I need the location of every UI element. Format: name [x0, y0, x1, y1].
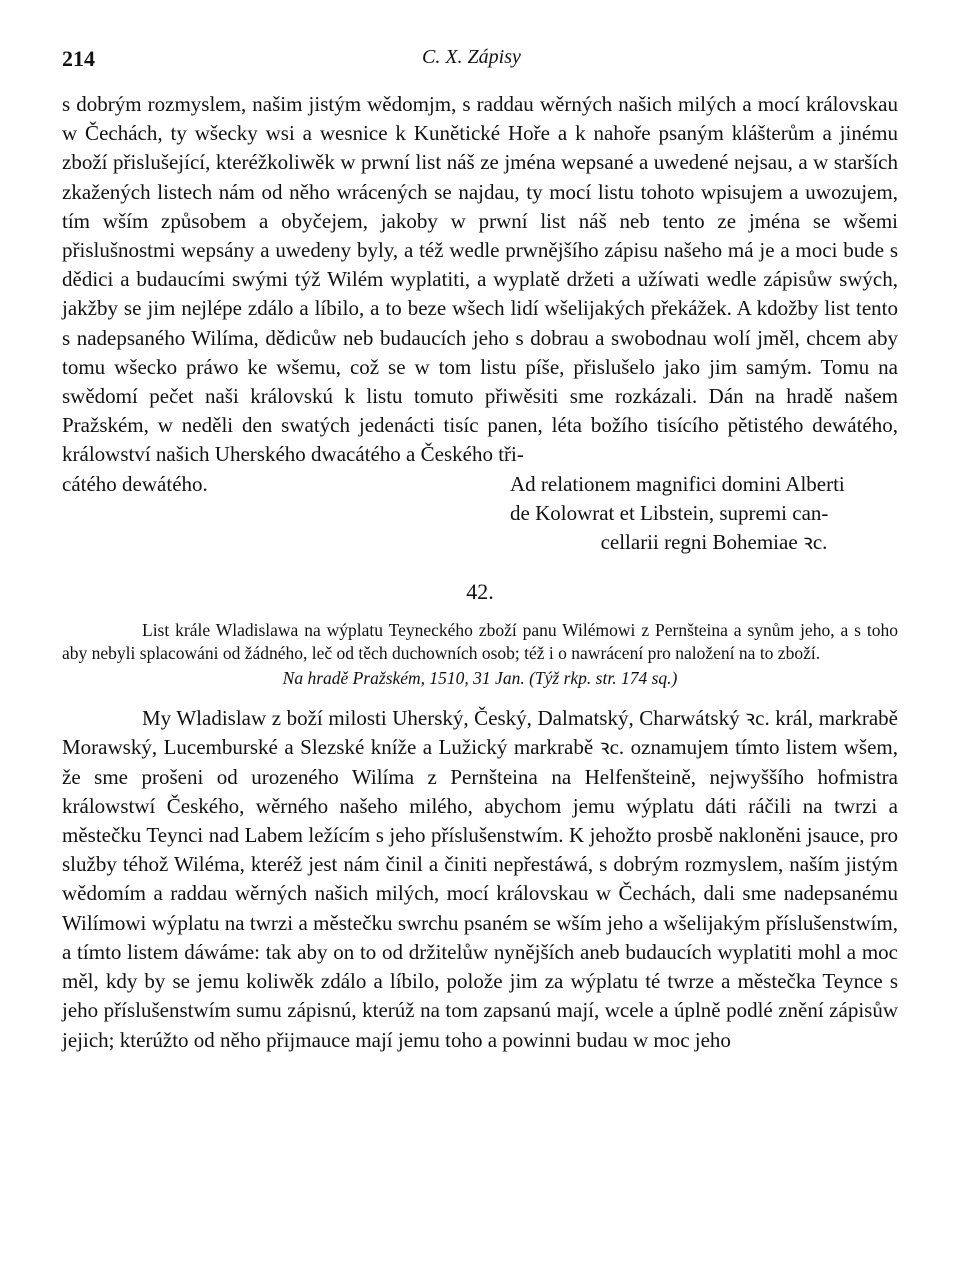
summary-text: List krále Wladislawa na wýplatu Teyneckého zboží panu Wilémowi z Pernšteina a synům jeho, a s toho aby nebyli splacowáni od žádného, leč od těch duchowních osob; též i o nawrácení pro naložení na to zboží.: [62, 620, 898, 663]
relation-line: Ad relationem magnifici domini Alberti: [510, 471, 845, 496]
document-number: 42.: [466, 579, 494, 605]
closing-fragment: cátého dewátého.: [62, 471, 208, 496]
document-date-source: Na hradě Pražském, 1510, 31 Jan. (Týž rkp. str. 174 sq.): [282, 668, 678, 689]
page-number: 214: [62, 46, 95, 71]
relation-line: cellarii regni Bohemiae ꝛc.: [600, 530, 828, 555]
page-header: [62, 46, 898, 82]
document-summary: [62, 619, 898, 664]
relation-note: [510, 470, 898, 558]
relation-line: de Kolowrat et Libstein, supremi can-: [510, 500, 829, 525]
continuation-paragraph: s dobrým rozmyslem, našim jistým wědomjm, s raddau wěrných našich milých a mocí královskau w Čechách, ty wšecky wsi a wesnice k Kunětické Hoře a k nahoře psaným klášterům a jinému zboží přislušející, kteréžkoliwěk w prwní list náš ze jména wepsané a uwedené nejsau, a w starších zkažených listech nám od něho wrácených se najdau, ty mocí listu tohoto wpisujem a uwozujem, tím wším způsobem a obyčejem, jakoby w prwní list náš neb tento ze jména se wšemi přislušnostmi wepsány a uwedeny byly, a též wedle prwnějšího zápisu našeho má je a moci bude s dědici a budaucími swými týž Wilém wyplatiti, a wyplatě držeti a užíwati wedle zápisůw swých, jakžby se jim nejlépe zdálo a líbilo, a to beze wšech lidí wšelijakých překážek. A kdožby list tento s nadepsaného Wilíma, dědicůw neb budaucích jeho s dobrau a swobodnau wolí jměl, chcem aby tomu wšecko práwo ke wšemu, což se w tom listu píše, přislušelo jako jim samým. Tomu na swědomí pečet naši královskú k listu tomuto přiwěsiti sme rozkázali. Dán na hradě našem Pražském, w neděli den swatých jedenácti tisíc panen, léta božího tisícího pětistého dewátého, králowství našich Uherského dwacátého a Českého tři-: [62, 92, 898, 467]
document-body-paragraph: My Wladislaw z boží milosti Uherský, Český, Dalmatský, Charwátský ꝛc. král, markrabě Morawský, Lucemburské a Slezské kníže a Lužický markrabě ꝛc. oznamujem tímto listem wšem, že sme prošeni od urozeného Wilíma z Pernšteina na Helfenšteině, nejwyššího hofmistra králowstwí Českého, wěrného našeho milého, abychom jemu wýplatu dáti ráčili na twrzi a městečku Teynci nad Labem ležícím s jeho příslušenstwím. K jehožto prosbě nakloněni jsauce, pro služby téhož Wiléma, kteréž jest nám činil a činiti nepřestáwá, s dobrým rozmyslem, naším jistým wědomím a raddau wěrných našich milých, mocí královskau w Čechách, dali sme nadepsanému Wilímowi wýplatu na twrzi a městečku swrchu psaném se wším jeho a wšelijakým příslušenstwím, a tímto listem dáwáme: tak aby on to od držitelůw nynějších aneb budaucích wyplatiti mohl a moc měl, kdy by se jemu koliwěk zdálo a líbilo, polože jim za wýplatu té twrze a městečka Teynce s jeho příslušenstwím sumu zápisnú, kterúž na tom zapsanú mají, wcele a úplně podlé znění zápisůw jejich; kterúžto od něho přijmauce mají jemu toho a powinni budau w moc jeho: [62, 706, 898, 1052]
continuation-text-block: [62, 90, 898, 470]
running-head: C. X. Zápisy: [422, 46, 521, 68]
document-body: [62, 704, 898, 1054]
